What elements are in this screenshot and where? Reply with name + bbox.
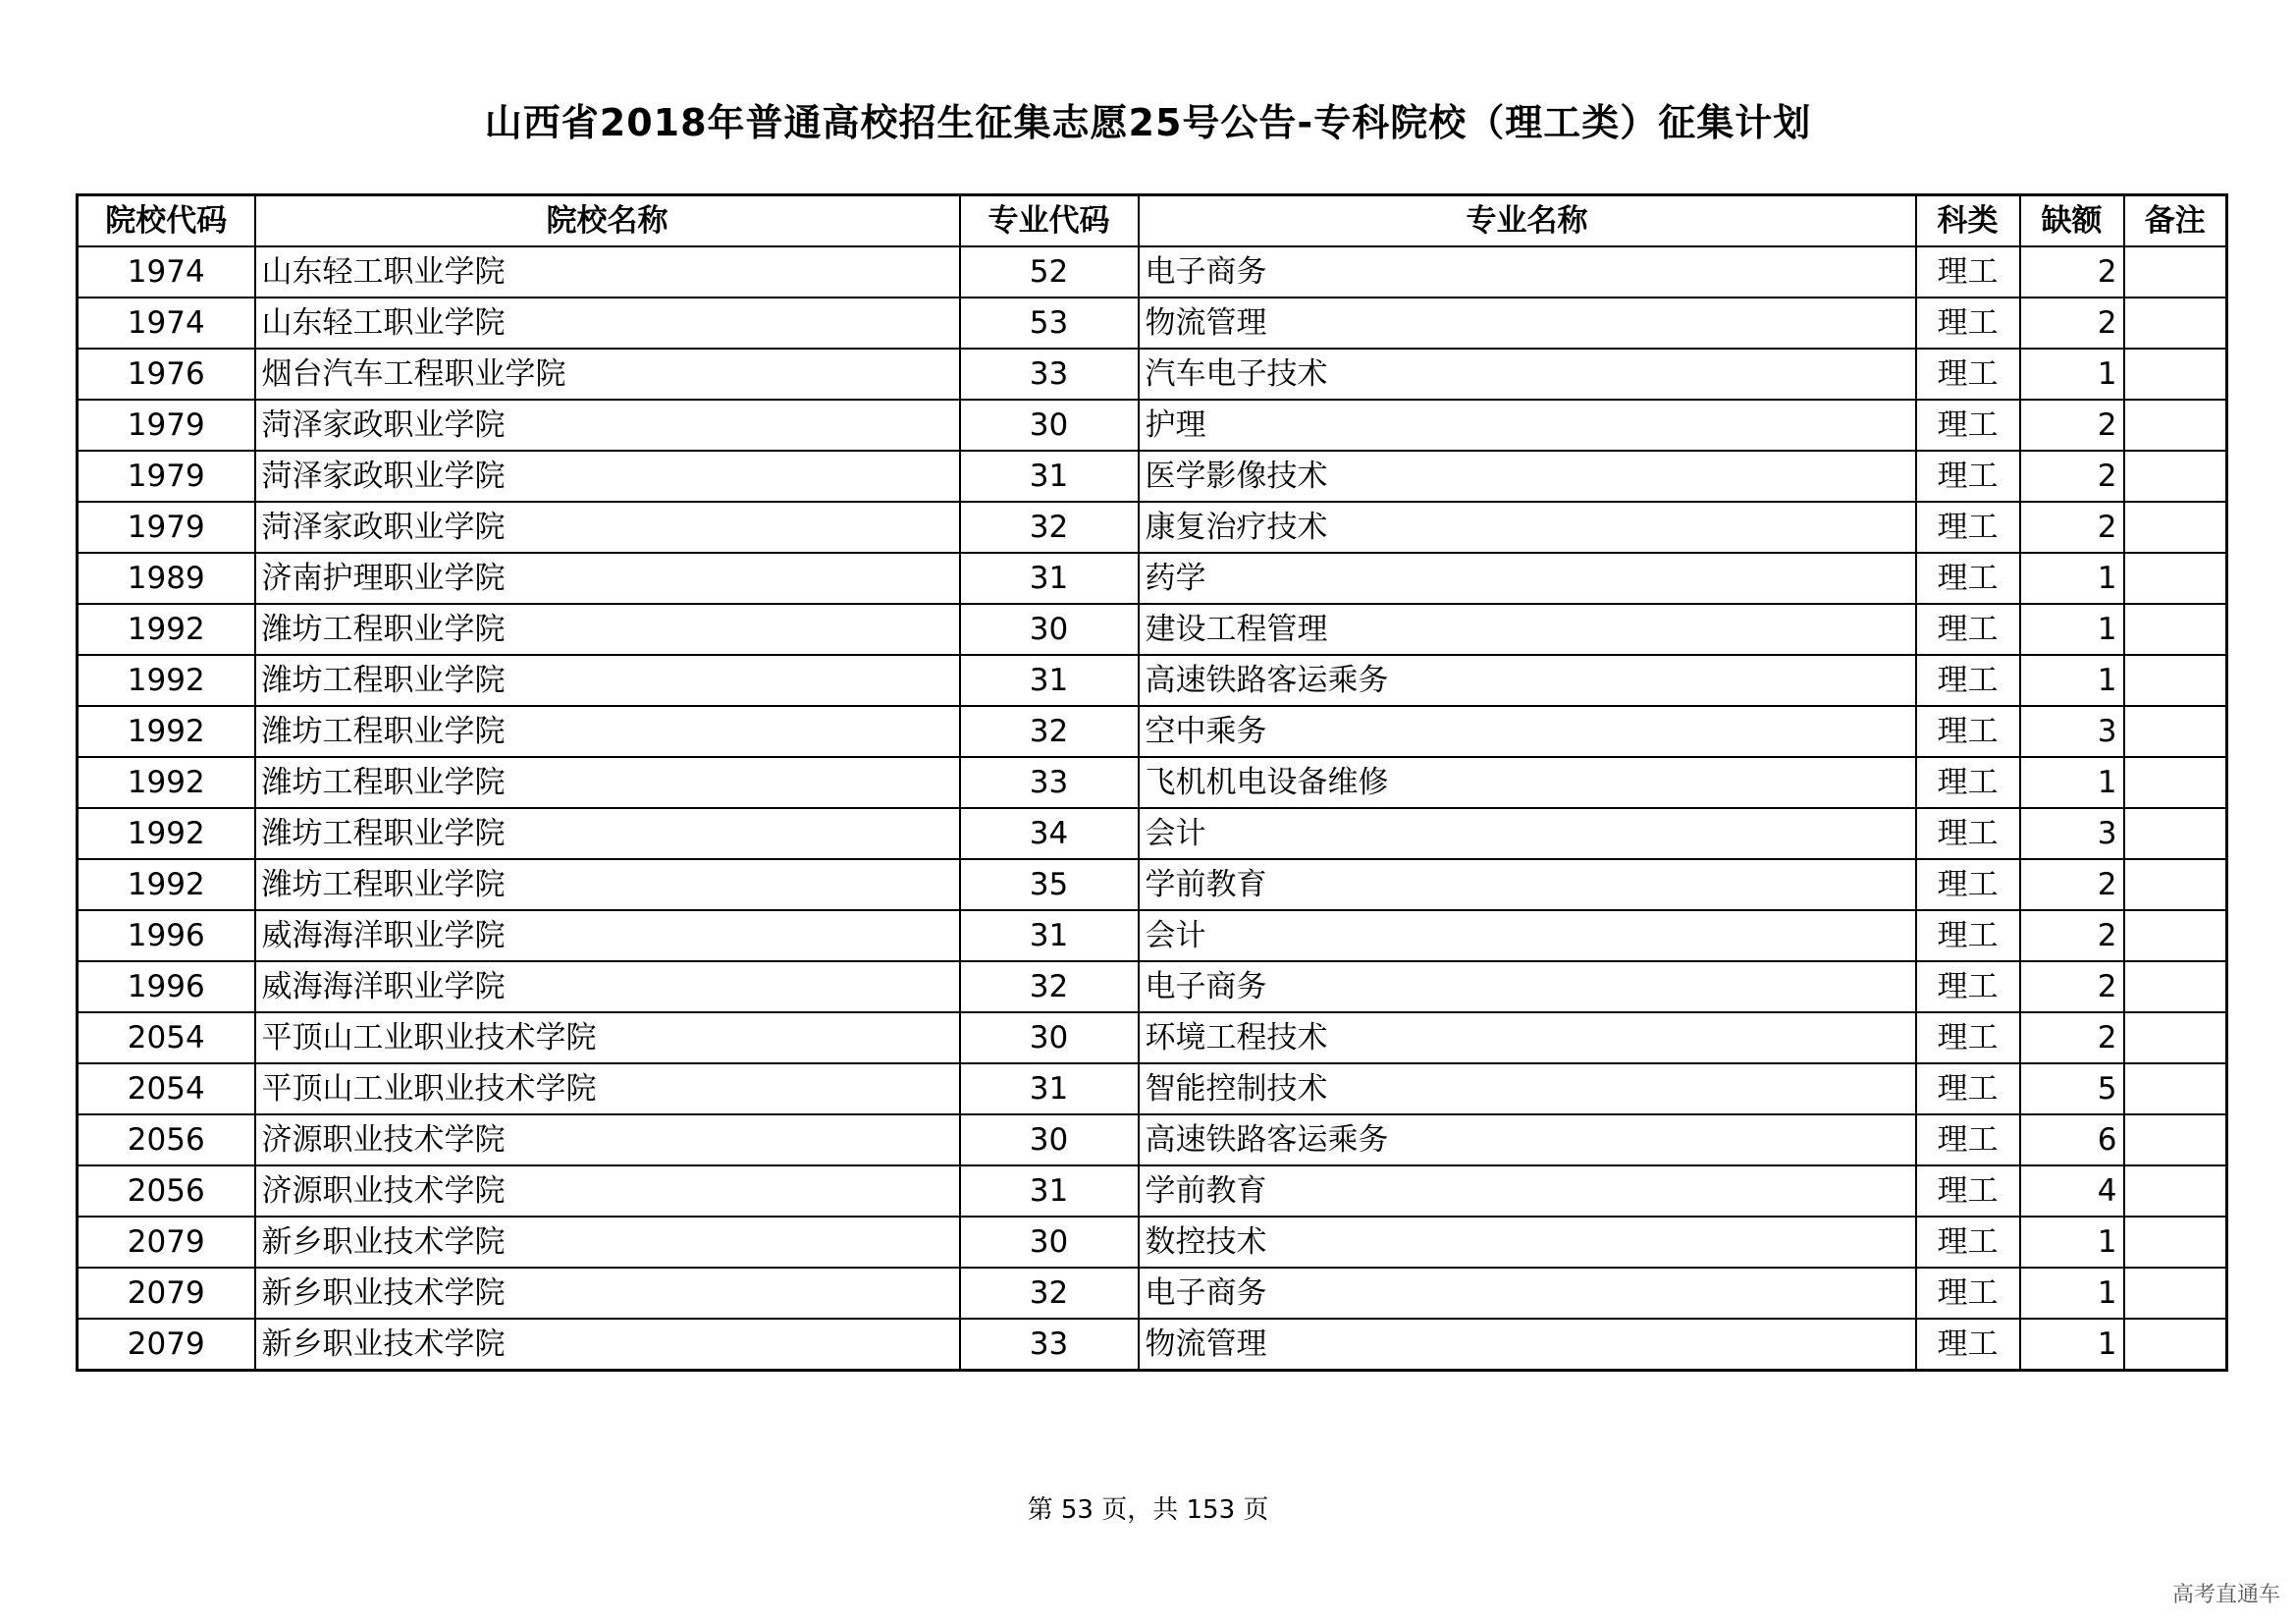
table-row (78, 349, 2227, 400)
cell-school-name: 威海海洋职业学院 (255, 910, 960, 961)
cell-remarks (2124, 604, 2227, 655)
cell-school-name: 新乡职业技术学院 (255, 1268, 960, 1319)
header-major-name: 专业名称 (1139, 195, 1916, 247)
table-row (78, 1012, 2227, 1063)
cell-school-code: 1974 (78, 246, 255, 298)
cell-category: 理工 (1916, 1268, 2020, 1319)
cell-major-code: 31 (960, 1063, 1139, 1114)
table-row (78, 1217, 2227, 1268)
cell-school-name: 烟台汽车工程职业学院 (255, 349, 960, 400)
cell-remarks (2124, 910, 2227, 961)
cell-school-name: 潍坊工程职业学院 (255, 706, 960, 757)
table-row (78, 1165, 2227, 1217)
cell-major-code: 32 (960, 961, 1139, 1012)
cell-remarks (2124, 502, 2227, 553)
cell-school-code: 1992 (78, 706, 255, 757)
header-category: 科类 (1916, 195, 2020, 247)
cell-major-code: 32 (960, 706, 1139, 757)
cell-category: 理工 (1916, 706, 2020, 757)
cell-vacancy: 2 (2020, 400, 2124, 451)
table-row (78, 604, 2227, 655)
cell-school-code: 2056 (78, 1165, 255, 1217)
table-row (78, 910, 2227, 961)
cell-major-code: 31 (960, 655, 1139, 706)
cell-school-code: 1992 (78, 757, 255, 808)
header-school-name: 院校名称 (255, 195, 960, 247)
cell-vacancy: 3 (2020, 706, 2124, 757)
cell-remarks (2124, 1063, 2227, 1114)
table-row (78, 298, 2227, 349)
cell-major-code: 31 (960, 451, 1139, 502)
cell-vacancy: 2 (2020, 451, 2124, 502)
cell-category: 理工 (1916, 349, 2020, 400)
cell-major-code: 30 (960, 1012, 1139, 1063)
cell-school-name: 平顶山工业职业技术学院 (255, 1012, 960, 1063)
header-vacancy: 缺额 (2020, 195, 2124, 247)
cell-school-name: 山东轻工职业学院 (255, 298, 960, 349)
cell-major-name: 汽车电子技术 (1139, 349, 1916, 400)
cell-school-code: 1992 (78, 808, 255, 859)
cell-remarks (2124, 246, 2227, 298)
cell-school-code: 1996 (78, 961, 255, 1012)
cell-major-code: 31 (960, 553, 1139, 604)
table-row (78, 1063, 2227, 1114)
watermark: 高考直通车 (2171, 1583, 2280, 1607)
cell-major-name: 会计 (1139, 808, 1916, 859)
cell-school-code: 1974 (78, 298, 255, 349)
table-body (78, 246, 2227, 1371)
cell-vacancy: 5 (2020, 1063, 2124, 1114)
cell-major-name: 学前教育 (1139, 1165, 1916, 1217)
table-row (78, 1268, 2227, 1319)
page-number: 第 53 页，共 153 页 (1027, 1495, 1269, 1525)
cell-remarks (2124, 808, 2227, 859)
table-row (78, 553, 2227, 604)
cell-school-code: 2056 (78, 1114, 255, 1165)
cell-category: 理工 (1916, 655, 2020, 706)
cell-vacancy: 6 (2020, 1114, 2124, 1165)
table-row (78, 502, 2227, 553)
cell-category: 理工 (1916, 400, 2020, 451)
cell-major-name: 智能控制技术 (1139, 1063, 1916, 1114)
cell-category: 理工 (1916, 961, 2020, 1012)
cell-school-name: 济源职业技术学院 (255, 1165, 960, 1217)
cell-major-code: 31 (960, 1165, 1139, 1217)
cell-school-name: 威海海洋职业学院 (255, 961, 960, 1012)
cell-school-code: 2079 (78, 1268, 255, 1319)
cell-school-code: 1992 (78, 859, 255, 910)
cell-major-name: 环境工程技术 (1139, 1012, 1916, 1063)
table-row (78, 400, 2227, 451)
table-row (78, 1319, 2227, 1371)
cell-vacancy: 1 (2020, 604, 2124, 655)
cell-major-name: 药学 (1139, 553, 1916, 604)
cell-school-name: 新乡职业技术学院 (255, 1217, 960, 1268)
cell-major-code: 32 (960, 502, 1139, 553)
cell-remarks (2124, 655, 2227, 706)
table-row (78, 655, 2227, 706)
table-row (78, 451, 2227, 502)
table-row (78, 1114, 2227, 1165)
cell-school-name: 菏泽家政职业学院 (255, 451, 960, 502)
cell-major-code: 30 (960, 400, 1139, 451)
cell-category: 理工 (1916, 1165, 2020, 1217)
cell-remarks (2124, 961, 2227, 1012)
cell-major-name: 学前教育 (1139, 859, 1916, 910)
cell-vacancy: 2 (2020, 246, 2124, 298)
cell-remarks (2124, 757, 2227, 808)
cell-category: 理工 (1916, 910, 2020, 961)
cell-school-name: 潍坊工程职业学院 (255, 655, 960, 706)
cell-vacancy: 1 (2020, 1217, 2124, 1268)
cell-remarks (2124, 400, 2227, 451)
cell-category: 理工 (1916, 1319, 2020, 1371)
cell-major-code: 33 (960, 1319, 1139, 1371)
cell-remarks (2124, 298, 2227, 349)
cell-category: 理工 (1916, 502, 2020, 553)
cell-school-code: 1979 (78, 502, 255, 553)
table-row (78, 859, 2227, 910)
cell-category: 理工 (1916, 1114, 2020, 1165)
cell-school-name: 山东轻工职业学院 (255, 246, 960, 298)
table-row (78, 757, 2227, 808)
cell-school-name: 菏泽家政职业学院 (255, 502, 960, 553)
cell-major-code: 53 (960, 298, 1139, 349)
cell-major-name: 电子商务 (1139, 1268, 1916, 1319)
table-row (78, 961, 2227, 1012)
cell-major-code: 30 (960, 1114, 1139, 1165)
cell-major-name: 电子商务 (1139, 246, 1916, 298)
cell-school-name: 潍坊工程职业学院 (255, 757, 960, 808)
cell-vacancy: 2 (2020, 910, 2124, 961)
cell-remarks (2124, 1268, 2227, 1319)
cell-school-name: 济源职业技术学院 (255, 1114, 960, 1165)
cell-category: 理工 (1916, 1012, 2020, 1063)
cell-major-name: 电子商务 (1139, 961, 1916, 1012)
cell-major-name: 康复治疗技术 (1139, 502, 1916, 553)
cell-school-name: 菏泽家政职业学院 (255, 400, 960, 451)
cell-vacancy: 2 (2020, 1012, 2124, 1063)
cell-major-name: 高速铁路客运乘务 (1139, 1114, 1916, 1165)
cell-vacancy: 1 (2020, 1319, 2124, 1371)
cell-major-code: 35 (960, 859, 1139, 910)
cell-category: 理工 (1916, 298, 2020, 349)
cell-major-name: 物流管理 (1139, 298, 1916, 349)
cell-vacancy: 1 (2020, 757, 2124, 808)
cell-vacancy: 2 (2020, 859, 2124, 910)
cell-category: 理工 (1916, 859, 2020, 910)
cell-vacancy: 4 (2020, 1165, 2124, 1217)
cell-category: 理工 (1916, 553, 2020, 604)
cell-remarks (2124, 859, 2227, 910)
cell-major-name: 医学影像技术 (1139, 451, 1916, 502)
cell-category: 理工 (1916, 246, 2020, 298)
cell-vacancy: 1 (2020, 349, 2124, 400)
cell-major-name: 会计 (1139, 910, 1916, 961)
cell-remarks (2124, 553, 2227, 604)
cell-school-code: 2079 (78, 1319, 255, 1371)
cell-school-name: 潍坊工程职业学院 (255, 859, 960, 910)
cell-remarks (2124, 1217, 2227, 1268)
cell-major-name: 护理 (1139, 400, 1916, 451)
cell-major-code: 52 (960, 246, 1139, 298)
cell-school-code: 2079 (78, 1217, 255, 1268)
cell-major-code: 33 (960, 757, 1139, 808)
cell-vacancy: 2 (2020, 298, 2124, 349)
table-row (78, 808, 2227, 859)
cell-school-code: 1979 (78, 451, 255, 502)
cell-remarks (2124, 1319, 2227, 1371)
table-row (78, 706, 2227, 757)
cell-major-name: 飞机机电设备维修 (1139, 757, 1916, 808)
cell-category: 理工 (1916, 451, 2020, 502)
cell-school-code: 1976 (78, 349, 255, 400)
cell-vacancy: 1 (2020, 1268, 2124, 1319)
cell-category: 理工 (1916, 808, 2020, 859)
cell-vacancy: 2 (2020, 502, 2124, 553)
cell-school-name: 平顶山工业职业技术学院 (255, 1063, 960, 1114)
cell-vacancy: 3 (2020, 808, 2124, 859)
cell-school-code: 1996 (78, 910, 255, 961)
cell-remarks (2124, 1114, 2227, 1165)
cell-major-code: 34 (960, 808, 1139, 859)
cell-remarks (2124, 349, 2227, 400)
cell-major-name: 物流管理 (1139, 1319, 1916, 1371)
cell-remarks (2124, 1165, 2227, 1217)
cell-category: 理工 (1916, 604, 2020, 655)
cell-school-code: 2054 (78, 1063, 255, 1114)
header-major-code: 专业代码 (960, 195, 1139, 247)
cell-major-code: 33 (960, 349, 1139, 400)
table-header-row (78, 195, 2227, 247)
cell-vacancy: 1 (2020, 553, 2124, 604)
cell-vacancy: 2 (2020, 961, 2124, 1012)
cell-major-name: 空中乘务 (1139, 706, 1916, 757)
page-title: 山西省2018年普通高校招生征集志愿25号公告-专科院校（理工类）征集计划 (484, 101, 1812, 144)
cell-school-name: 潍坊工程职业学院 (255, 808, 960, 859)
cell-major-code: 32 (960, 1268, 1139, 1319)
cell-remarks (2124, 451, 2227, 502)
cell-school-code: 1979 (78, 400, 255, 451)
cell-vacancy: 1 (2020, 655, 2124, 706)
header-remarks: 备注 (2124, 195, 2227, 247)
cell-category: 理工 (1916, 1063, 2020, 1114)
cell-category: 理工 (1916, 757, 2020, 808)
cell-school-code: 1989 (78, 553, 255, 604)
enrollment-plan-table (76, 193, 2228, 1372)
cell-major-name: 建设工程管理 (1139, 604, 1916, 655)
cell-major-name: 高速铁路客运乘务 (1139, 655, 1916, 706)
cell-major-name: 数控技术 (1139, 1217, 1916, 1268)
cell-school-code: 1992 (78, 655, 255, 706)
cell-remarks (2124, 1012, 2227, 1063)
cell-major-code: 30 (960, 604, 1139, 655)
cell-school-name: 潍坊工程职业学院 (255, 604, 960, 655)
cell-school-code: 1992 (78, 604, 255, 655)
table-row (78, 246, 2227, 298)
cell-school-code: 2054 (78, 1012, 255, 1063)
header-school-code: 院校代码 (78, 195, 255, 247)
cell-school-name: 新乡职业技术学院 (255, 1319, 960, 1371)
cell-school-name: 济南护理职业学院 (255, 553, 960, 604)
cell-major-code: 30 (960, 1217, 1139, 1268)
cell-major-code: 31 (960, 910, 1139, 961)
cell-category: 理工 (1916, 1217, 2020, 1268)
cell-remarks (2124, 706, 2227, 757)
